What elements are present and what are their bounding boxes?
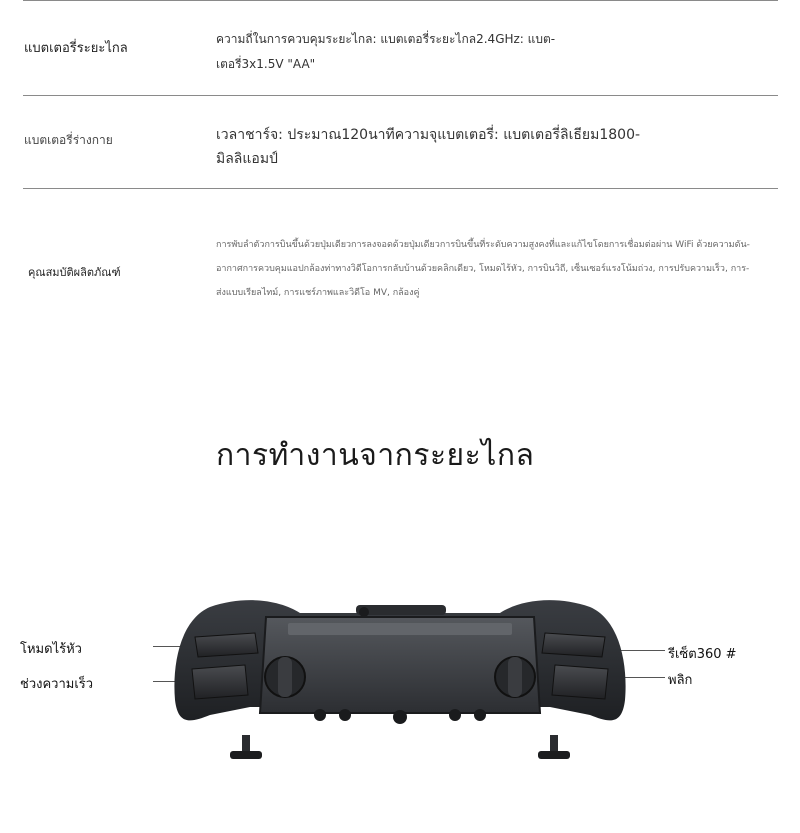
spec-value-remote-battery <box>216 27 736 77</box>
spec-value-body-battery <box>216 123 776 171</box>
row-divider <box>23 188 778 189</box>
spec-line: การพับลำตัวการบินขึ้นด้วยปุ่มเดียวการลงจอดด้วยปุ่มเดียวการบินขึ้นที่ระดับความสูงคงที่และแก้ไขโดยการเชื่อมต่อผ่าน WiFi ด้วยความดัน- <box>216 240 750 250</box>
spec-label-features: คุณสมบัติผลิตภัณฑ์ <box>28 266 121 279</box>
top-divider <box>23 0 778 1</box>
spec-line: เวลาชาร์จ: ประมาณ120นาทีความจุแบตเตอรี่: แบตเตอรี่ลิเธียม1800- <box>216 127 641 143</box>
row-divider <box>23 95 778 96</box>
spec-label-remote-battery: แบตเตอรี่ระยะไกล <box>24 41 128 56</box>
callout-flip: พลิก <box>668 673 693 688</box>
section-title: การทำงานจากระยะไกล <box>216 438 535 473</box>
spec-line: เตอรี่3x1.5V "AA" <box>216 57 316 71</box>
callout-speed-range: ช่วงความเร็ว <box>20 677 94 692</box>
spec-line: ความถี่ในการควบคุมระยะไกล: แบตเตอรี่ระยะไกล2.4GHz: แบต- <box>216 32 556 46</box>
callout-reset-360: รีเซ็ต360 # <box>668 647 737 662</box>
spec-value-features <box>216 233 776 305</box>
spec-line: อากาศการควบคุมแอปกล้องท่าทางวิดีโอการกลับบ้านด้วยคลิกเดียว, โหมดไร้หัว, การบินวิถี, เซ็นเซอร์แรงโน้มถ่วง, การปรับความเร็ว, การ- <box>216 264 750 274</box>
spec-line: มิลลิแอมป์ <box>216 151 278 167</box>
spec-label-body-battery: แบตเตอรี่ร่างกาย <box>24 133 113 147</box>
remote-controller-image <box>170 595 630 775</box>
callout-headless-mode: โหมดไร้หัว <box>20 642 82 657</box>
spec-line: ส่งแบบเรียลไทม์, การแชร์ภาพและวิดีโอ MV, กล้องคู่ <box>216 288 420 298</box>
